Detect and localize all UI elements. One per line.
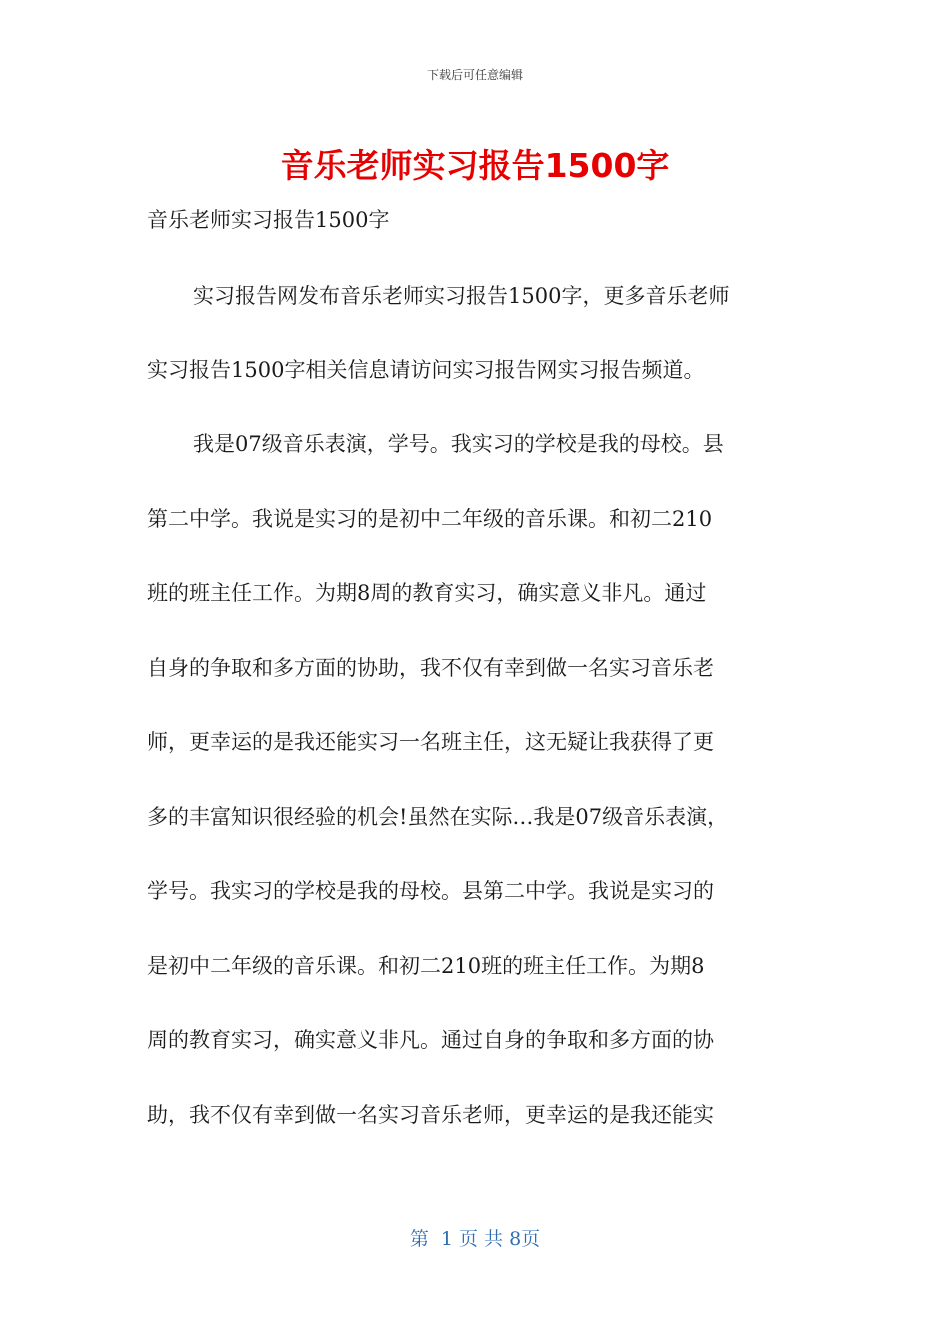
body-line: 是初中二年级的音乐课。和初二210班的班主任工作。为期8 (147, 954, 705, 978)
body-line: 实习报告1500字相关信息请访问实习报告网实习报告频道。 (147, 358, 705, 382)
document-subtitle: 音乐老师实习报告1500字 (147, 208, 390, 232)
body-line: 实习报告网发布音乐老师实习报告1500字，更多音乐老师 (193, 284, 730, 308)
body-line: 师，更幸运的是我还能实习一名班主任，这无疑让我获得了更 (147, 730, 714, 754)
body-line: 自身的争取和多方面的协助，我不仅有幸到做一名实习音乐老 (147, 656, 714, 680)
page-number-indicator: 第 1 页 共 8页 (409, 1228, 541, 1250)
body-line: 我是07级音乐表演，学号。我实习的学校是我的母校。县 (193, 432, 724, 456)
body-line: 学号。我实习的学校是我的母校。县第二中学。我说是实习的 (147, 879, 714, 903)
body-line: 班的班主任工作。为期8周的教育实习，确实意义非凡。通过 (147, 581, 707, 605)
document-title: 音乐老师实习报告1500字 (280, 146, 670, 185)
body-line: 周的教育实习，确实意义非凡。通过自身的争取和多方面的协 (147, 1028, 714, 1052)
body-line: 多的丰富知识很经验的机会!虽然在实际…我是07级音乐表演， (147, 805, 729, 829)
body-line: 第二中学。我说是实习的是初中二年级的音乐课。和初二210 (147, 507, 713, 531)
body-line: 助，我不仅有幸到做一名实习音乐老师，更幸运的是我还能实 (147, 1103, 714, 1127)
page-header-note: 下载后可任意编辑 (426, 68, 523, 82)
